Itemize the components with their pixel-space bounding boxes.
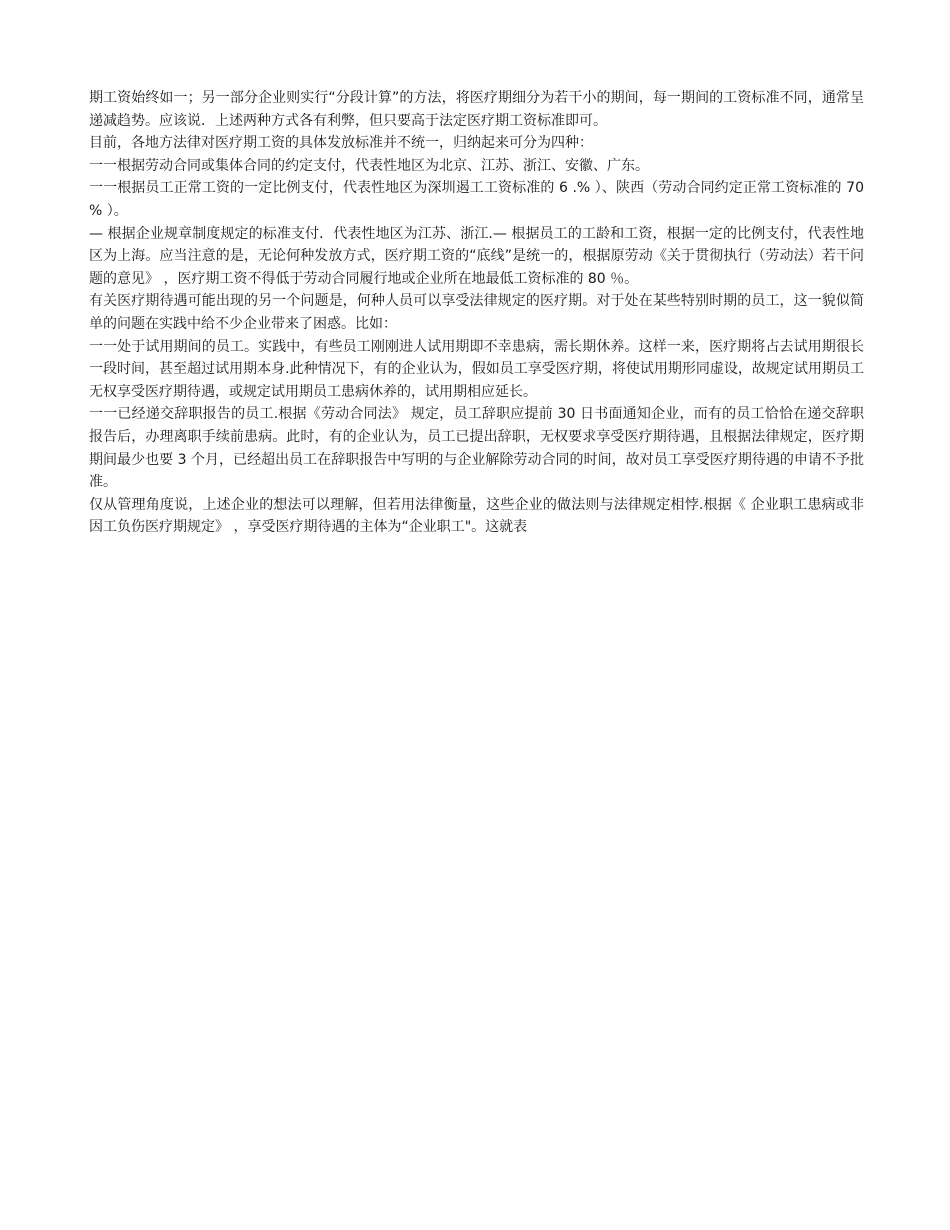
paragraph-proportional-payment: 一一根据员工正常工资的一定比例支付，代表性地区为深圳遏工工资标准的 6 .% ）、陕西（劳动合同约定正常工资标准的 70 % ）。 [89, 180, 864, 219]
paragraph-contract-agreed-payment: 一一根据劳动合同或集体合同的约定支付，代表性地区为北京、江苏、浙江、安徽、广东。 [89, 157, 649, 174]
paragraph-four-standards-intro: 目前，各地方法律对医疗期工资的具体发放标准并不统一，归纳起来可分为四种： [89, 135, 593, 152]
paragraph-legal-assessment: 仅从管理角度说，上述企业的想法可以理解，但若用法律衡量，这些企业的做法则与法律规定相悖.根据《 企业职工患病或非因工负伤医疗期规定》 ，享受医疗期待遇的主体为“企业职工"。这就表 [89, 496, 864, 536]
paragraph-eligibility-question: 有关医疗期待遇可能出现的另一个问题是，何种人员可以享受法律规定的医疗期。对于处在某些特别时期的员工，这一貌似简单的问题在实践中给不少企业带来了困惑。比如： [89, 293, 864, 332]
paragraph-company-rules-payment: — 根据企业规章制度规定的标准支付．代表性地区为江苏、浙江.— 根据员工的工龄和工资，根据一定的比例支付，代表性地区为上海。应当注意的是，无论何种发放方式，医疗期工资的“底线”是统一的，根据原劳动《关于贯彻执行（劳动法）若干问题的意见》 ，医疗期工资不得低于劳动合同履行地或企业所在地最低工资标准的 80 ％。 [89, 225, 864, 287]
paragraph-resigning-employees: 一一已经递交辞职报告的员工.根据《劳动合同法》 规定，员工辞职应提前 30 日书面通知企业，而有的员工恰恰在递交辞职报告后，办理离职手续前患病。此时，有的企业认为，员工已提出辞职，无权要求享受医疗期待遇，且根据法律规定，医疗期期间最少也要 3 个月，已经超出员工在辞职报告中写明的与企业解除劳动合同的时间，故对员工享受医疗期待遇的申请不予批准。 [89, 406, 864, 491]
paragraph-probation-employees: 一一处于试用期间的员工。实践中，有些员工刚刚进人试用期即不幸患病，需长期休养。这样一来，医疗期将占去试用期很长一段时间，甚至超过试用期本身.此种情况下，有的企业认为，假如员工享受医疗期，将使试用期形同虚设，故规定试用期员工无权享受医疗期待遇，或规定试用期员工患病休养的，试用期相应延长。 [89, 338, 864, 400]
document-page [89, 87, 864, 539]
paragraph-medical-period-wage-methods: 期工资始终如一；另一部分企业则实行“分段计算”的方法，将医疗期细分为若干小的期间，每一期间的工资标准不同，通常呈递减趋势。应该说．上述两种方式各有利弊，但只要高于法定医疗期工资标准即可。 [89, 90, 864, 129]
